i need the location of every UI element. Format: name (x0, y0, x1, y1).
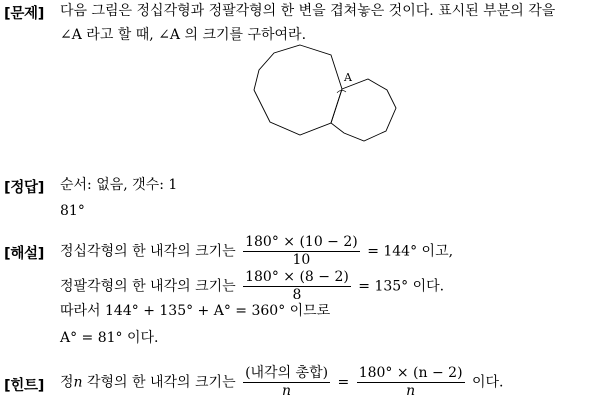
hint-var: n (73, 374, 83, 391)
octagon-fraction (243, 269, 351, 304)
solution-l2-text: 정팔각형의 한 내각의 크기는 (60, 278, 236, 295)
decagon-fraction-num: 180° × (10 − 2) (245, 234, 358, 250)
solution-line-4: A° = 81° 이다. (60, 330, 159, 346)
solution-l1-tail: = 144° 이고, (367, 243, 454, 260)
decagon-shape (254, 45, 342, 135)
octagon-fraction-num: 180° × (8 − 2) (245, 269, 349, 285)
hint-fraction-1-num: (내각의 총합) (245, 365, 329, 381)
answer-line-1: 순서: 없음, 갯수: 1 (60, 177, 178, 193)
solution-l1-text: 정십각형의 한 내각의 크기는 (60, 243, 236, 260)
hint-tail: 이다. (472, 374, 504, 391)
problem-line-2: ∠A 라고 할 때, ∠A 의 크기를 구하여라. (60, 27, 307, 43)
hint-fraction-1-den: n (282, 383, 292, 399)
problem-tag: [문제] (4, 6, 45, 22)
octagon-fraction-den: 8 (292, 287, 302, 303)
decagon-fraction-den: 10 (292, 252, 311, 268)
hint-pre: 정 (60, 374, 74, 391)
solution-l2-tail: = 135° 이다. (358, 278, 445, 295)
hint-equals: = (337, 374, 350, 391)
hint-tag: [힌트] (4, 378, 45, 394)
hint-fraction-1 (243, 365, 330, 400)
angle-label-a: A (344, 71, 352, 84)
hint-mid: 각형의 한 내각의 크기는 (82, 374, 236, 391)
hint-fraction-2 (357, 365, 465, 400)
solution-line-1 (60, 234, 453, 269)
hint-fraction-2-num: 180° × (n − 2) (358, 365, 463, 381)
decagon-fraction (243, 234, 360, 269)
octagon-shape (331, 79, 396, 141)
solution-line-2 (60, 269, 444, 304)
hint-line (60, 365, 504, 400)
hint-fraction-2-den: n (406, 383, 416, 399)
answer-tag: [정답] (4, 180, 45, 196)
answer-line-2: 81° (60, 203, 85, 219)
problem-line-1: 다음 그림은 정십각형과 정팔각형의 한 변을 겹쳐놓은 것이다. 표시된 부분의 각을 (60, 3, 556, 19)
solution-tag: [해설] (4, 246, 45, 262)
solution-line-3: 따라서 144° + 135° + A° = 360° 이므로 (60, 303, 331, 319)
